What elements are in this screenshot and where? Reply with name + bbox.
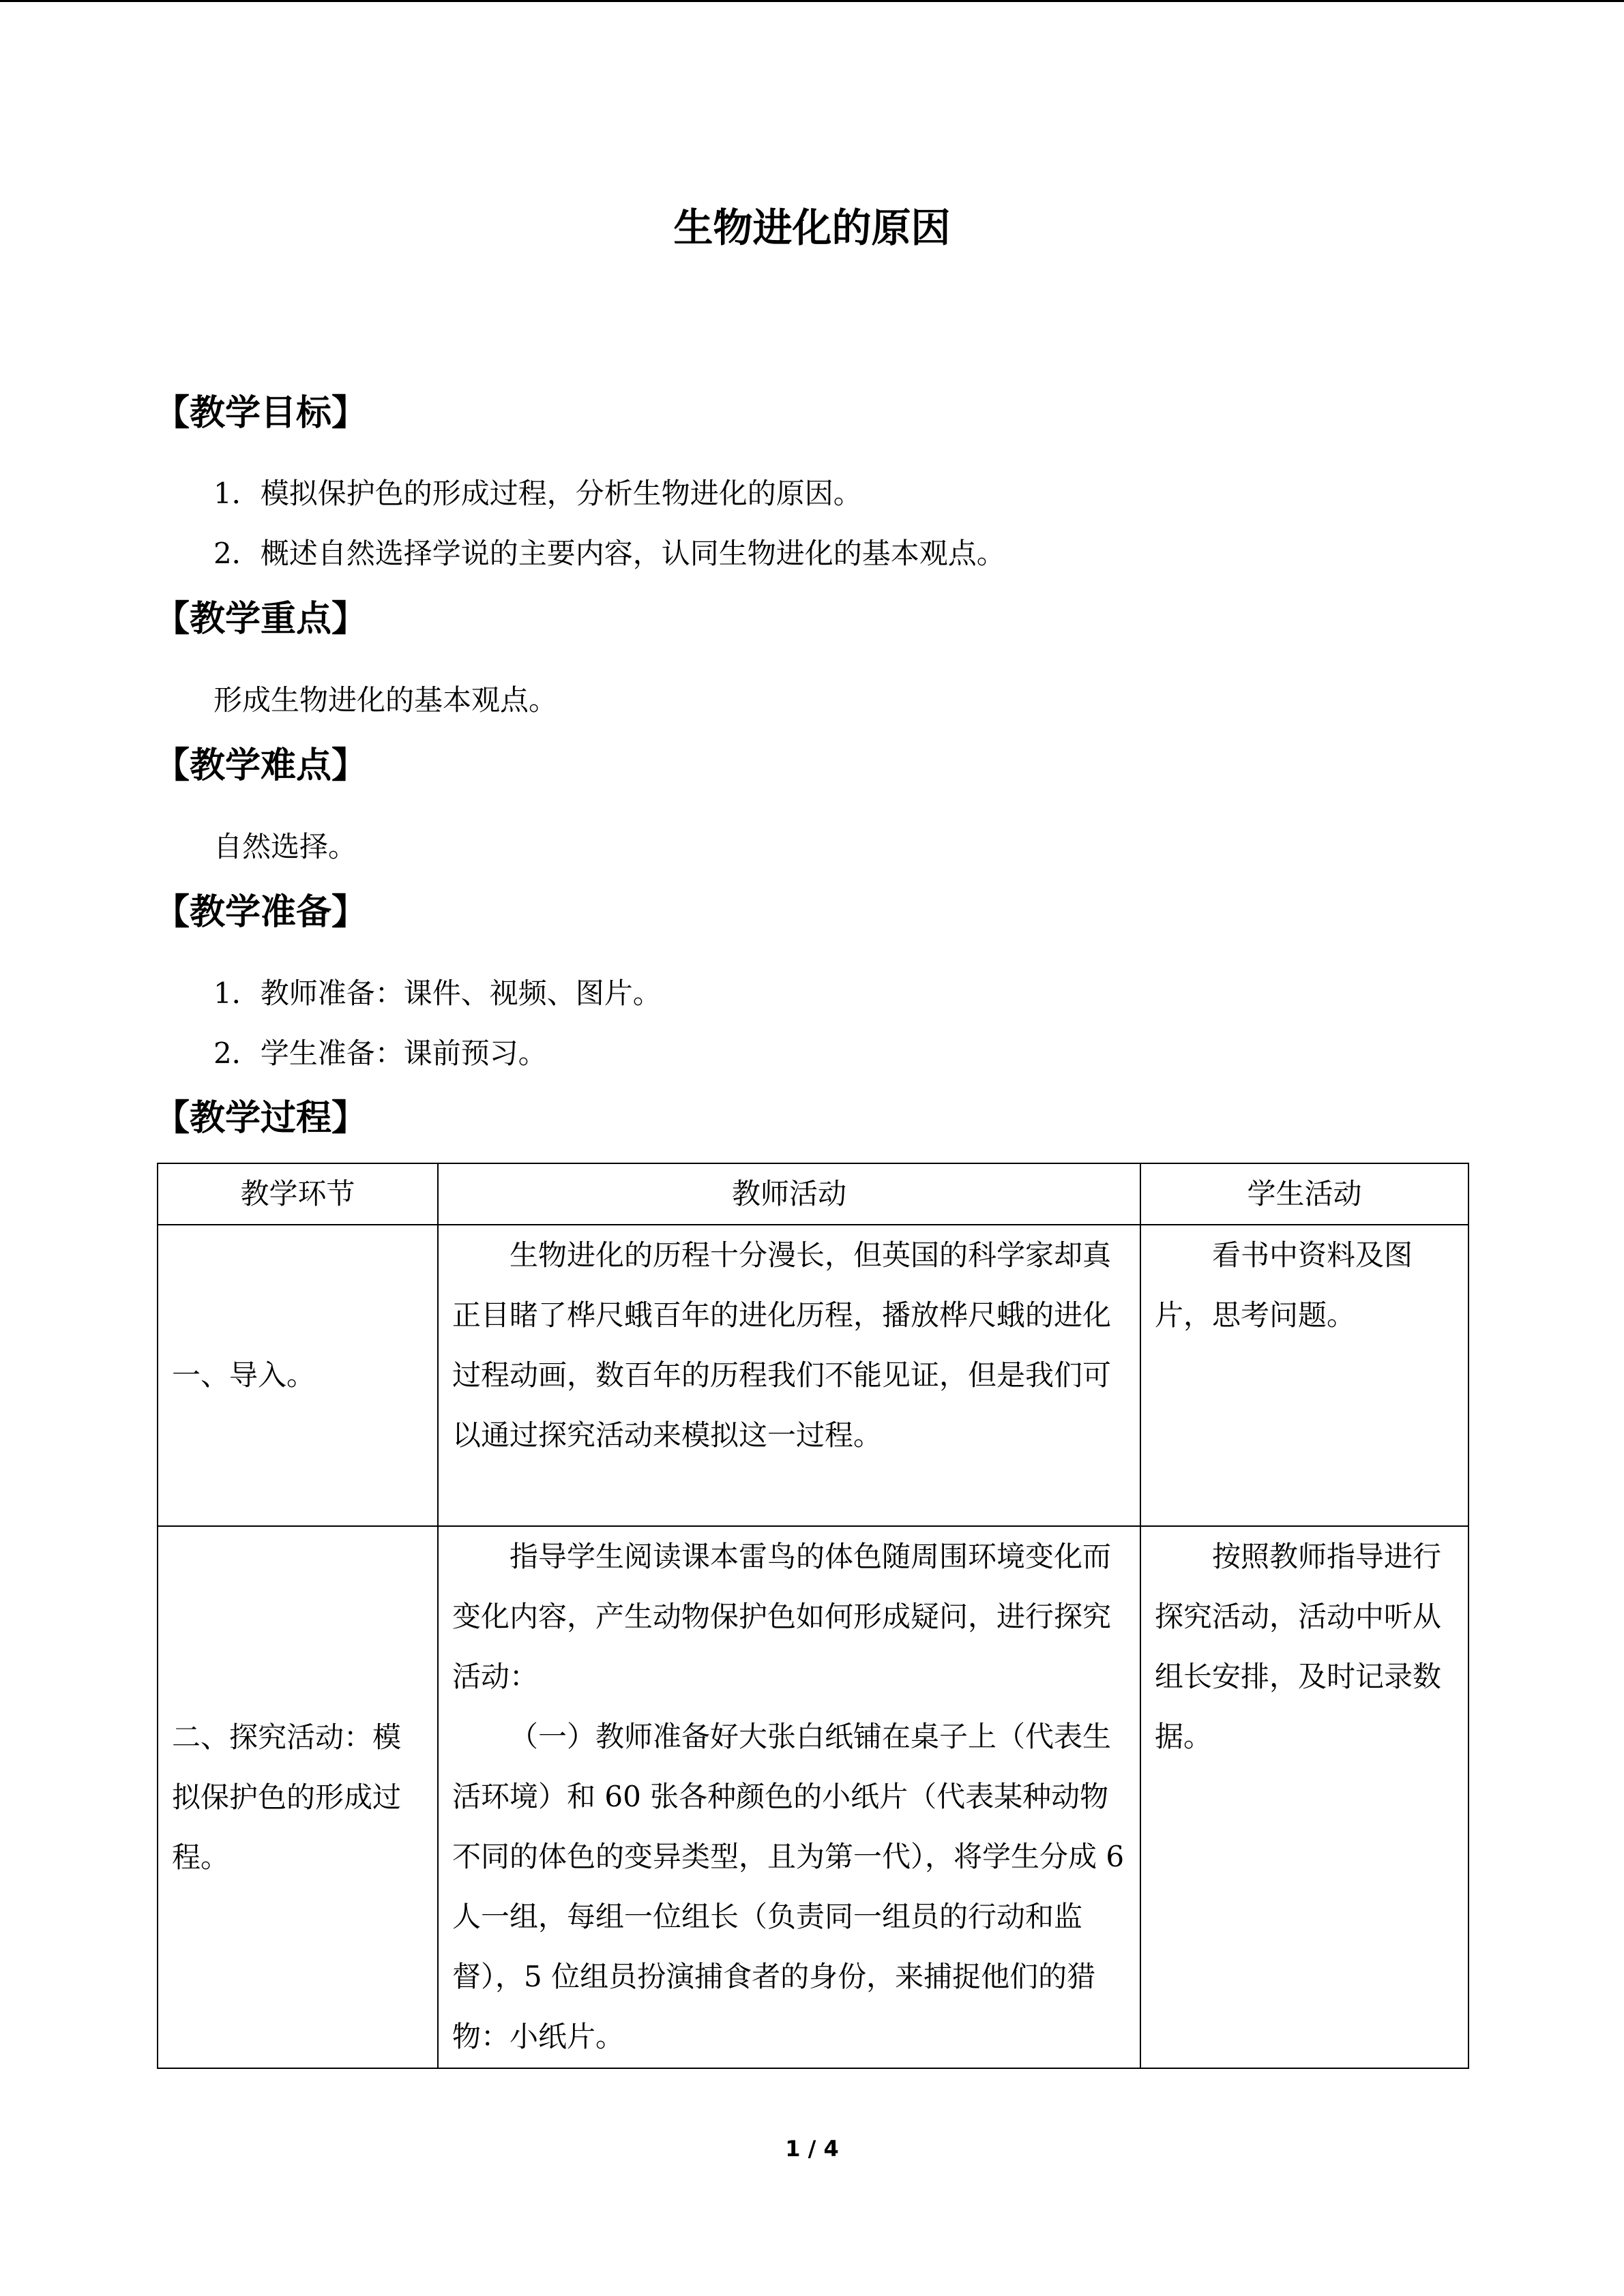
teaching-process-table [157, 1163, 1469, 2069]
difficulties-text: 自然选择。 [213, 830, 357, 863]
page-title: 生物进化的原因 [673, 205, 951, 251]
preparation-item-1: 1．教师准备：课件、视频、图片。 [213, 976, 662, 1010]
page-number: 1 / 4 [785, 2136, 839, 2162]
heading-preparation: 【教学准备】 [154, 892, 368, 933]
student-activity-cell: 按照教师指导进行探究活动，活动中听从组长安排，及时记录数据。 [1140, 1526, 1468, 2068]
teacher-activity-cell [438, 1225, 1140, 1526]
objective-item-2: 2．概述自然选择学说的主要内容，认同生物进化的基本观点。 [213, 537, 1005, 570]
table-header-stage: 教学环节 [158, 1163, 438, 1225]
key-points-text: 形成生物进化的基本观点。 [213, 683, 558, 717]
teacher-activity-paragraph: 指导学生阅读课本雷鸟的体色随周围环境变化而变化内容，产生动物保护色如何形成疑问，进行探究活动： [452, 1540, 1112, 1693]
objective-item-1: 1．模拟保护色的形成过程，分析生物进化的原因。 [213, 477, 862, 510]
teacher-activity-paragraph: 生物进化的历程十分漫长，但英国的科学家却真正目睹了桦尺蛾百年的进化历程，播放桦尺蛾的进化过程动画，数百年的历程我们不能见证，但是我们可以通过探究活动来模拟这一过程。 [452, 1238, 1112, 1452]
teacher-activity-paragraph: （一）教师准备好大张白纸铺在桌子上（代表生活环境）和 60 张各种颜色的小纸片（代表某种动物不同的体色的变异类型，且为第一代），将学生分成 6 人一组，每组一位组长（负责同一组员的行动和监督），5 位组员扮演捕食者的身份，来捕捉他们的猎物：小纸片。 [452, 1720, 1125, 2053]
stage-cell: 二、探究活动：模拟保护色的形成过程。 [158, 1526, 438, 2068]
table-header-row [158, 1163, 1468, 1225]
preparation-item-2: 2．学生准备：课前预习。 [213, 1037, 547, 1070]
top-border-line [0, 0, 1624, 2]
table-header-teacher: 教师活动 [438, 1163, 1140, 1225]
student-activity-cell: 看书中资料及图片，思考问题。 [1140, 1225, 1468, 1526]
heading-process: 【教学过程】 [154, 1098, 368, 1139]
teacher-activity-cell [438, 1526, 1140, 2068]
heading-objectives: 【教学目标】 [154, 393, 368, 434]
table-row [158, 1526, 1468, 2068]
table-header-student: 学生活动 [1140, 1163, 1468, 1225]
heading-difficulties: 【教学难点】 [154, 745, 368, 786]
table-row [158, 1225, 1468, 1526]
stage-cell: 一、导入。 [158, 1225, 438, 1526]
heading-key-points: 【教学重点】 [154, 599, 368, 640]
